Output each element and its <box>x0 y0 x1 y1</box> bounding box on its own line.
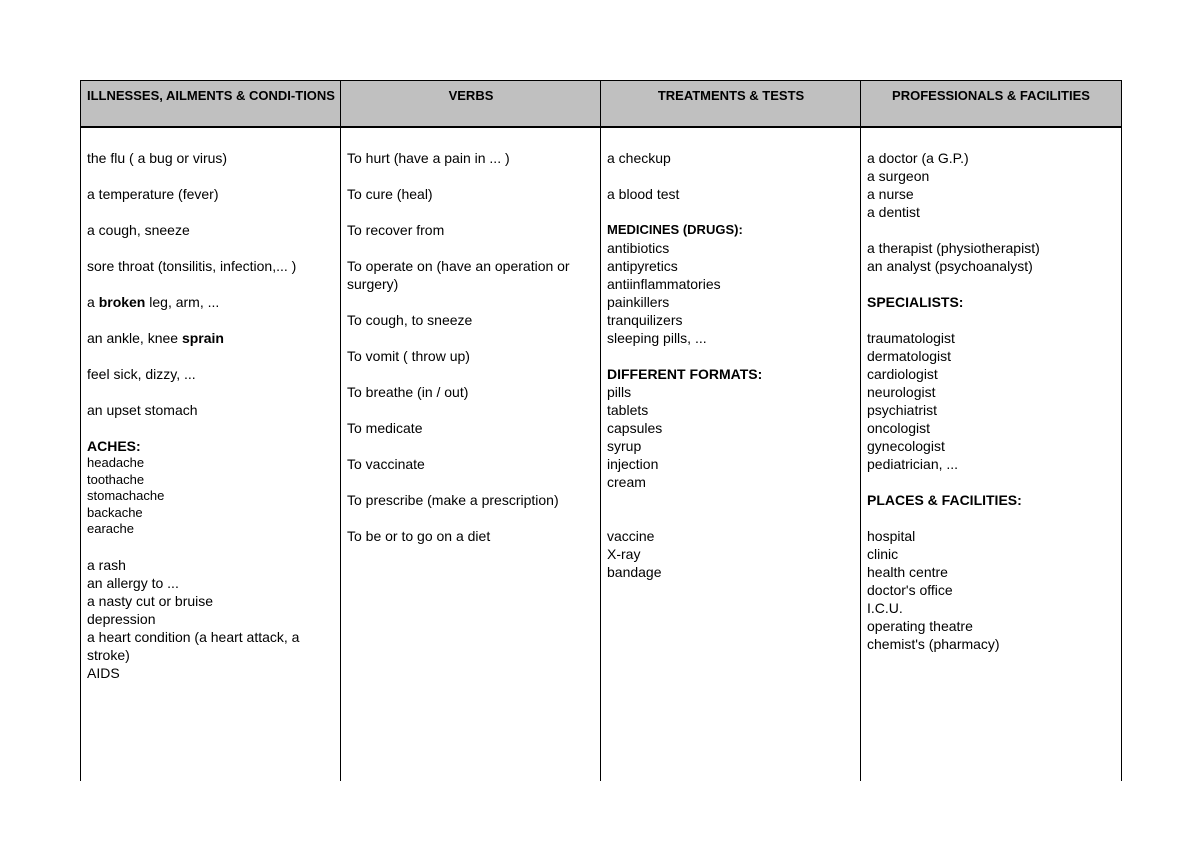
header-verbs: VERBS <box>448 88 494 103</box>
list-item: tranquilizers <box>607 312 683 328</box>
list-item: toothache <box>87 471 145 487</box>
list-item: To breathe (in / out) <box>347 384 469 400</box>
list-item: a surgeon <box>867 168 930 184</box>
column-professionals <box>861 128 1120 781</box>
list-item: dermatologist <box>867 348 952 364</box>
list-item: To vaccinate <box>347 456 425 472</box>
specialists-heading: SPECIALISTS: <box>867 294 964 310</box>
list-item: To vomit ( throw up) <box>347 348 470 364</box>
list-item: a nasty cut or bruise <box>87 592 214 609</box>
list-item: bandage <box>607 564 662 580</box>
list-item: I.C.U. <box>867 600 903 616</box>
list-item: pediatrician, ... <box>867 456 959 472</box>
list-item: psychiatrist <box>867 402 938 418</box>
list-item: antipyretics <box>607 258 678 274</box>
list-item: cream <box>607 474 646 490</box>
header-treatments: TREATMENTS & TESTS <box>657 88 805 103</box>
list-item: a therapist (physiotherapist) <box>867 240 1040 256</box>
list-item: chemist's (pharmacy) <box>867 636 1000 652</box>
list-item: stomachache <box>87 488 165 503</box>
places-heading: PLACES & FACILITIES: <box>867 492 1022 508</box>
list-item: an upset stomach <box>87 402 198 418</box>
list-item: To hurt (have a pain in ... ) <box>347 150 510 166</box>
list-item: a rash <box>87 556 126 573</box>
list-item: To be or to go on a diet <box>347 528 491 544</box>
list-item: sore throat (tonsilitis, infection,... ) <box>87 258 297 274</box>
list-item: To recover from <box>347 222 445 238</box>
header-professionals: PROFESSIONALS & FACILITIES <box>892 88 1090 103</box>
list-item: oncologist <box>867 420 931 436</box>
list-item: an analyst (psychoanalyst) <box>867 258 1033 274</box>
list-item: operating theatre <box>867 618 973 634</box>
table-header-row <box>81 81 1121 128</box>
list-item: health centre <box>867 564 948 580</box>
formats-heading: DIFFERENT FORMATS: <box>607 366 763 382</box>
aches-list <box>87 455 334 538</box>
medicines-heading: MEDICINES (DRUGS): <box>607 222 743 237</box>
list-item-sprain: an ankle, knee sprain <box>87 330 224 346</box>
column-treatments <box>601 128 860 781</box>
list-item: hospital <box>867 528 916 544</box>
list-item: syrup <box>607 438 642 454</box>
list-item-broken: a broken leg, arm, ... <box>87 294 220 310</box>
list-item: sleeping pills, ... <box>607 330 707 346</box>
list-item: AIDS <box>87 664 120 681</box>
list-item: X-ray <box>607 546 641 562</box>
list-item: To cure (heal) <box>347 186 433 202</box>
aches-heading: ACHES: <box>87 438 141 454</box>
vocabulary-table <box>80 80 1122 781</box>
list-item: doctor's office <box>867 582 953 598</box>
list-item: capsules <box>607 420 663 436</box>
list-item: To cough, to sneeze <box>347 312 473 328</box>
list-item: feel sick, dizzy, ... <box>87 366 196 382</box>
list-item: a dentist <box>867 204 920 220</box>
list-item: antibiotics <box>607 240 670 256</box>
list-item: a nurse <box>867 186 914 202</box>
list-item: a temperature (fever) <box>87 186 219 202</box>
list-item: earache <box>87 521 134 536</box>
list-item: To prescribe (make a prescription) <box>347 492 559 508</box>
list-item: headache <box>87 455 145 470</box>
list-item: vaccine <box>607 528 655 544</box>
list-item: traumatologist <box>867 330 955 346</box>
column-illnesses <box>81 128 340 781</box>
list-item: painkillers <box>607 294 670 310</box>
list-item: a blood test <box>607 186 680 202</box>
list-item: depression <box>87 610 156 627</box>
list-item: neurologist <box>867 384 936 400</box>
list-item: tablets <box>607 402 649 418</box>
list-item: the flu ( a bug or virus) <box>87 150 228 166</box>
list-item: gynecologist <box>867 438 945 454</box>
list-item: a cough, sneeze <box>87 222 190 238</box>
list-item: To medicate <box>347 420 423 436</box>
list-item: injection <box>607 456 659 472</box>
list-item: a doctor (a G.P.) <box>867 150 969 166</box>
list-item: antiinflammatories <box>607 276 721 292</box>
list-item: pills <box>607 384 632 400</box>
column-verbs <box>341 128 600 781</box>
header-illnesses: ILLNESSES, AILMENTS & CONDI-TIONS <box>87 88 335 103</box>
list-item: a checkup <box>607 150 671 166</box>
list-item: cardiologist <box>867 366 938 382</box>
list-item: clinic <box>867 546 899 562</box>
list-item: a heart condition (a heart attack, a stroke) <box>87 628 300 663</box>
list-item: To operate on (have an operation or surgery) <box>347 258 570 292</box>
list-item: an allergy to ... <box>87 574 179 591</box>
list-item: backache <box>87 504 143 520</box>
